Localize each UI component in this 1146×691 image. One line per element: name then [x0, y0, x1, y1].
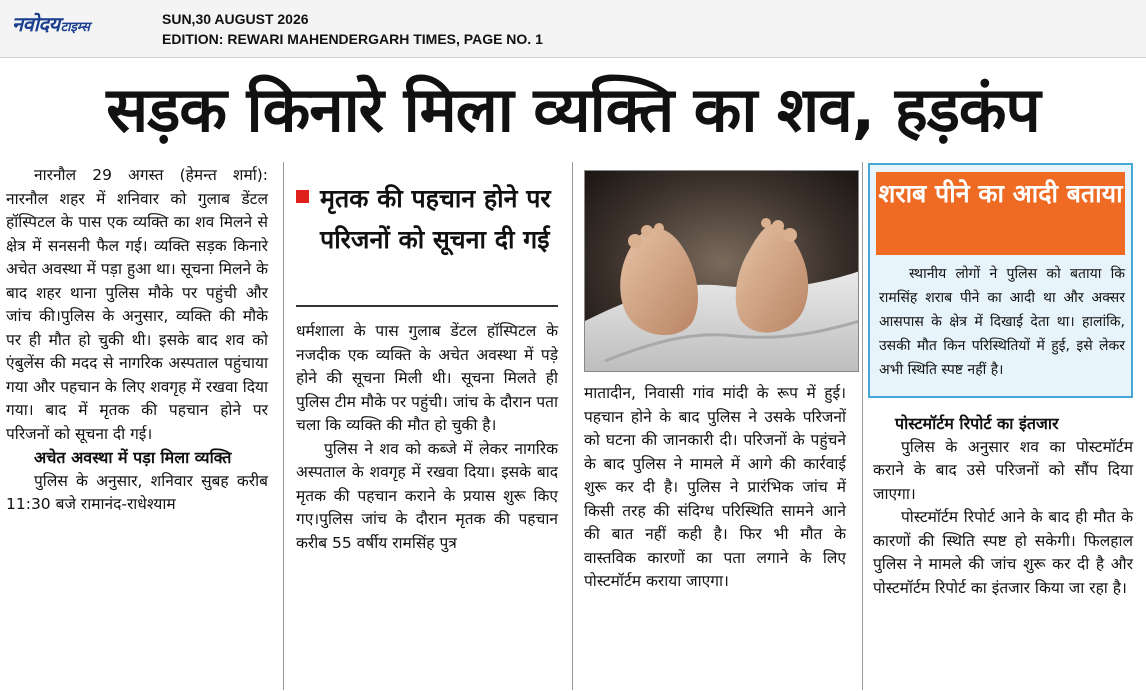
article-column-1	[6, 164, 268, 517]
article-paragraph: मातादीन, निवासी गांव मांदी के रूप में हुई। पहचान होने के बाद पुलिस ने उसके परिजनों को घटना की जानकारी दी। परिजनों के पहुंचने के बाद पुलिस ने मामले में आगे की कार्रवाई शुरू कर दी है। पुलिस ने प्रारंभिक जांच में किसी तरह की संदिग्ध परिस्थिति सामने आने की बात नहीं कही है। फिर भी मौत के वास्तविक कारणों का पता लगाने के लिए पोस्टमॉर्टम कराया जाएगा।	[584, 384, 846, 590]
logo-main-text: नवोदय	[12, 12, 60, 36]
sidebar-box	[868, 163, 1133, 398]
article-paragraph: पुलिस के अनुसार, शनिवार सुबह करीब 11:30 बजे रामानंद-राधेश्याम	[6, 471, 268, 513]
heading-underline	[296, 305, 558, 307]
article-paragraph: नारनौल 29 अगस्त (हेमन्त शर्मा): नारनौल शहर में शनिवार को गुलाब डेंटल हॉस्पिटल के पास एक व्यक्ति का शव मिलने से क्षेत्र में सनसनी फैल गई। व्यक्ति सड़क किनारे अचेत अवस्था में पड़ा हुआ था। सूचना मिलने के बाद शहर थाना पुलिस मौके पर पहुंची और जांच की।पुलिस के अनुसार, व्यक्ति की मौके पर ही मौत हो चुकी थी। इसके बाद शव को एंबुलेंस की मदद से नागरिक अस्पताल पहुंचाया गया और पहचान के लिए शवगृह में रखवा दिया गया। बाद में मृतक की पहचान होने पर परिजनों को सूचना दी गई।	[6, 166, 268, 443]
date-line: SUN,30 AUGUST 2026	[162, 11, 309, 27]
section-heading-text: मृतक की पहचान होने पर परिजनों को सूचना दी गई	[320, 184, 551, 254]
main-headline: सड़क किनारे मिला व्यक्ति का शव, हड़कंप	[106, 73, 1040, 146]
newspaper-logo[interactable]	[12, 10, 90, 34]
section-subhead: अचेत अवस्था में पड़ा मिला व्यक्ति	[34, 448, 232, 467]
article-paragraph: पुलिस के अनुसार शव का पोस्टमॉर्टम कराने के बाद उसे परिजनों को सौंप दिया जाएगा।	[873, 437, 1133, 503]
edition-line: EDITION: REWARI MAHENDERGARH TIMES, PAGE NO. 1	[162, 31, 543, 47]
sidebar-text: स्थानीय लोगों ने पुलिस को बताया कि रामसिंह शराब पीने का आदी था और अक्सर आसपास के क्षेत्र में दिखाई देता था। हालांकि, उसकी मौत किन परिस्थितियों में हुई, इसे लेकर अभी स्थिति स्पष्ट नहीं है।	[879, 266, 1125, 378]
column-divider	[283, 162, 284, 690]
article-paragraph: धर्मशाला के पास गुलाब डेंटल हॉस्पिटल के नजदीक एक व्यक्ति के अचेत अवस्था में पड़े होने की सूचना मिली थी। सूचना मिलते ही पुलिस टीम मौके पर पहुंची। जांच के दौरान पता चला कि व्यक्ति की मौत हो चुकी है।	[296, 322, 558, 434]
section-subhead: पोस्टमॉर्टम रिपोर्ट का इंतजार	[895, 414, 1059, 433]
article-column-4	[873, 412, 1133, 600]
article-paragraph: पोस्टमॉर्टम रिपोर्ट आने के बाद ही मौत के कारणों की स्थिति स्पष्ट हो सकेगी। फिलहाल पुलिस ने मामले की जांच शुरू कर दी है और पोस्टमॉर्टम रिपोर्ट का इंतजार किया जा रहा है।	[873, 508, 1133, 597]
article-paragraph: पुलिस ने शव को कब्जे में लेकर नागरिक अस्पताल के शवगृह में रखवा दिया। इसके बाद मृतक की पहचान कराने के प्रयास शुरू किए गए।पुलिस जांच के दौरान मृतक की पहचान करीब 55 वर्षीय रामसिंह पुत्र	[296, 439, 558, 552]
column-divider	[572, 162, 573, 690]
headline-container	[0, 66, 1146, 154]
column-divider	[862, 162, 863, 690]
sidebar-title: शराब पीने का आदी बताया	[876, 172, 1125, 255]
masthead-bar	[0, 0, 1146, 58]
red-square-bullet	[296, 190, 309, 203]
news-photo[interactable]	[584, 170, 859, 372]
article-column-3	[584, 382, 846, 594]
feet-under-sheet-image	[585, 171, 859, 372]
article-column-2	[296, 320, 558, 555]
edition-info	[162, 9, 543, 49]
logo-sub-text: टाइम्स	[60, 20, 90, 35]
